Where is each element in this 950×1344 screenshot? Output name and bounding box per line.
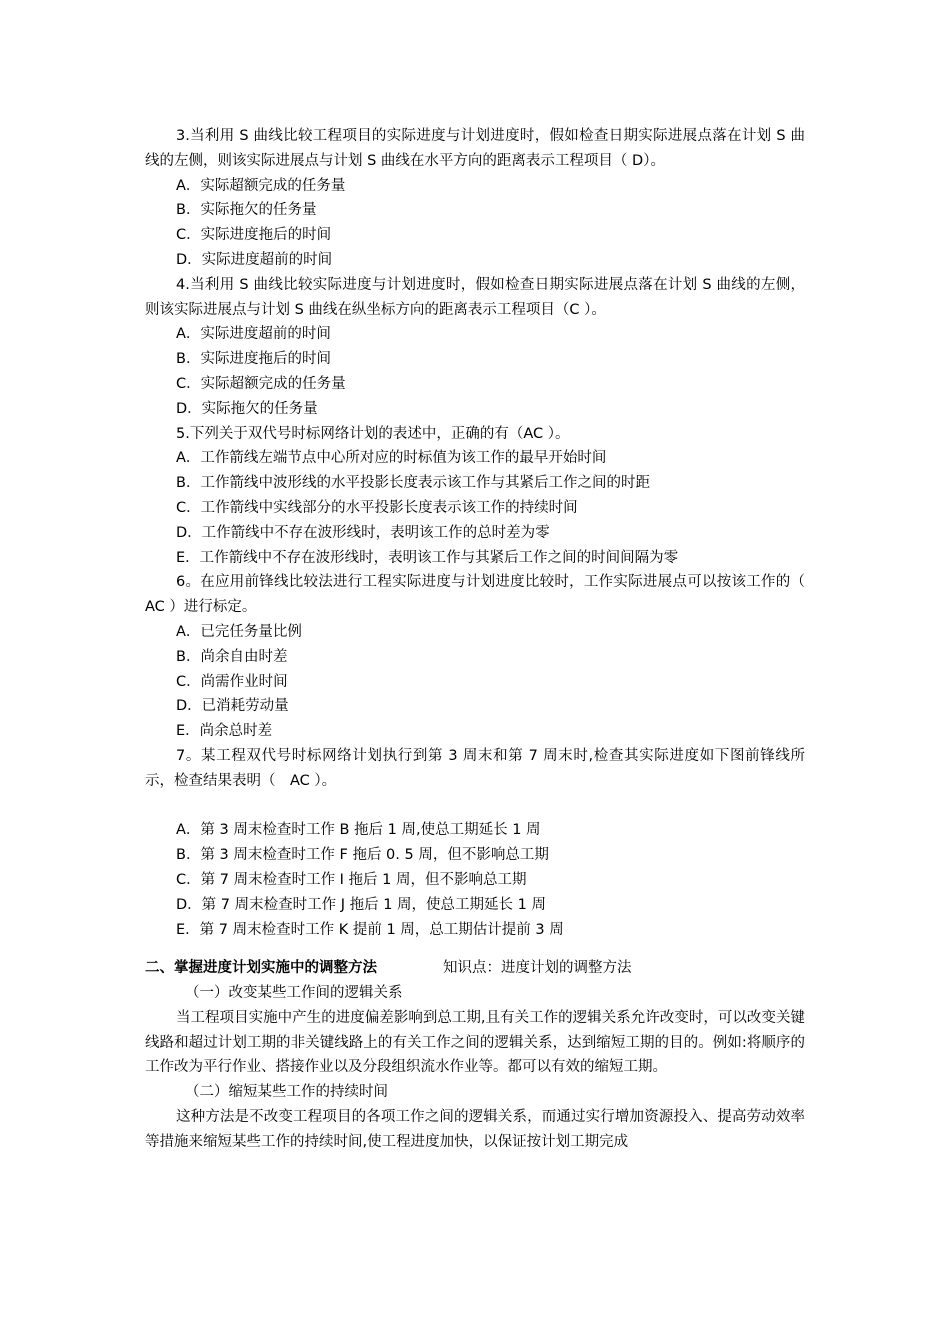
question-3-option-d: D．实际进度超前的时间 xyxy=(176,251,333,268)
document-page xyxy=(145,124,820,1155)
question-7-option-a: A．第 3 周末检查时工作 B 拖后 1 周,使总工期延长 1 周 xyxy=(176,822,541,839)
question-7-option-e: E．第 7 周末检查时工作 K 提前 1 周，总工期估计提前 3 周 xyxy=(176,921,564,938)
question-6-option-d: D．已消耗劳动量 xyxy=(176,698,289,715)
question-7-option-b: B．第 3 周末检查时工作 F 拖后 0. 5 周，但不影响总工期 xyxy=(176,847,549,864)
question-7-option-c: C．第 7 周末检查时工作 I 拖后 1 周，但不影响总工期 xyxy=(176,871,527,888)
section-heading-line xyxy=(145,956,805,981)
subsection-1-body: 当工程项目实施中产生的进度偏差影响到总工期,且有关工作的逻辑关系允许改变时，可以改变关键线路和超过计划工期的非关键线路上的有关工作之间的逻辑关系，达到缩短工期的目的。例如:将顺序的工作改为平行作业、搭接作业以及分段组织流水作业等。都可以有效的缩短工期。 xyxy=(145,1009,805,1076)
question-4-stem: 4.当利用 S 曲线比较实际进度与计划进度时，假如检查日期实际进展点落在计划 S 曲线的左侧，则该实际进展点与计划 S 曲线在纵坐标方向的距离表示工程项目（C ）。 xyxy=(145,276,805,318)
question-3-option-b: B．实际拖欠的任务量 xyxy=(176,202,317,219)
subsection-2-title: （二）缩短某些工作的持续时间 xyxy=(185,1084,388,1101)
question-5-option-c: C．工作箭线中实线部分的水平投影长度表示该工作的持续时间 xyxy=(176,499,578,516)
question-6-option-b: B．尚余自由时差 xyxy=(176,648,288,665)
blank-line xyxy=(145,794,805,819)
question-3-stem: 3.当利用 S 曲线比较工程项目的实际进度与计划进度时，假如检查日期实际进展点落在计划 S 曲线的左侧，则该实际进展点与计划 S 曲线在水平方向的距离表示工程项目（ D）。 xyxy=(145,128,805,169)
question-4-option-a: A．实际进度超前的时间 xyxy=(176,326,331,343)
question-5-option-e: E．工作箭线中不存在波形线时，表明该工作与其紧后工作之间的时间间隔为零 xyxy=(176,549,679,566)
question-3-option-a: A．实际超额完成的任务量 xyxy=(176,177,346,194)
question-5-option-d: D．工作箭线中不存在波形线时，表明该工作的总时差为零 xyxy=(176,524,550,541)
question-7-option-d: D．第 7 周末检查时工作 J 拖后 1 周，使总工期延长 1 周 xyxy=(176,896,546,913)
knowledge-point: 知识点：进度计划的调整方法 xyxy=(443,960,632,977)
question-7-stem: 7。某工程双代号时标网络计划执行到第 3 周末和第 7 周末时,检查其实际进度如下图前锋线所示，检查结果表明（ AC ）。 xyxy=(145,747,805,789)
question-6-option-a: A．已完任务量比例 xyxy=(176,623,302,640)
question-4-option-c: C．实际超额完成的任务量 xyxy=(176,375,346,392)
section-heading: 二、掌握进度计划实施中的调整方法 xyxy=(145,960,377,977)
question-5-option-b: B．工作箭线中波形线的水平投影长度表示该工作与其紧后工作之间的时距 xyxy=(176,475,650,492)
subsection-1-title: （一）改变某些工作间的逻辑关系 xyxy=(185,985,403,1002)
question-5-option-a: A．工作箭线左端节点中心所对应的时标值为该工作的最早开始时间 xyxy=(176,450,607,467)
question-3-option-c: C．实际进度拖后的时间 xyxy=(176,227,332,244)
question-6-stem: 6。在应用前锋线比较法进行工程实际进度与计划进度比较时，工作实际进展点可以按该工作的（ AC ）进行标定。 xyxy=(145,574,820,616)
question-4-option-b: B．实际进度拖后的时间 xyxy=(176,351,331,368)
question-6-option-e: E．尚余总时差 xyxy=(176,723,273,740)
question-6-option-c: C．尚需作业时间 xyxy=(176,673,288,690)
subsection-2-body: 这种方法是不改变工程项目的各项工作之间的逻辑关系，而通过实行增加资源投入、提高劳动效率等措施来缩短某些工作的持续时间,使工程进度加快，以保证按计划工期完成 xyxy=(145,1109,805,1150)
question-4-option-d: D．实际拖欠的任务量 xyxy=(176,400,318,417)
question-5-stem: 5.下列关于双代号时标网络计划的表述中，正确的有（AC ）。 xyxy=(176,425,570,442)
